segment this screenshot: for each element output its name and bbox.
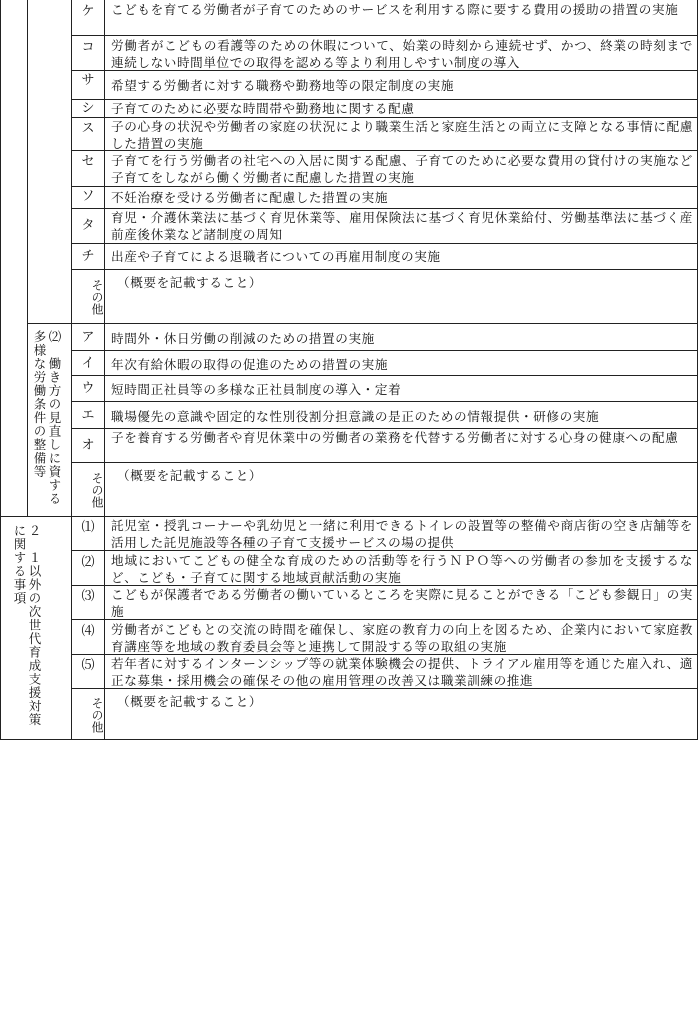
- item-text: 子の心身の状況や労働者の家庭の状況により職業生活と家庭生活との両立に支障となる事情に配慮した措置の実施: [111, 119, 693, 151]
- item-label: ⑷: [81, 624, 95, 639]
- other-label: その他: [90, 472, 104, 508]
- item-text: 時間外・休日労働の削減のための措置の実施: [111, 331, 375, 346]
- item-label: ウ: [81, 381, 95, 396]
- item-label: ス: [81, 121, 95, 136]
- row-divider: [71, 35, 698, 36]
- item-label: サ: [81, 73, 95, 88]
- row-divider: [71, 401, 698, 402]
- item-label: ケ: [81, 4, 95, 19]
- row-divider: [71, 350, 698, 351]
- item-text: 不妊治療を受ける労働者に配慮した措置の実施: [111, 190, 389, 205]
- row-divider: [71, 186, 698, 187]
- item-label: イ: [81, 356, 95, 371]
- other-label: その他: [90, 697, 104, 733]
- item-label: チ: [81, 249, 95, 264]
- item-text: 労働者がこどもとの交流の時間を確保し、家庭の教育力の向上を図るため、企業内において家庭教育講座等を地域の教育委員会等と連携して開設する等の取組の実施: [111, 622, 693, 654]
- item-label: セ: [81, 154, 95, 169]
- item-text: こどもを育てる労働者が子育てのためのサービスを利用する際に要する費用の援助の措置の実施: [111, 2, 679, 17]
- border-left-outer: [0, 0, 1, 740]
- table-bottom: [0, 739, 698, 740]
- item-label: タ: [81, 218, 95, 233]
- item-label: エ: [81, 408, 95, 423]
- item-label: シ: [81, 101, 95, 116]
- other-label: その他: [90, 279, 104, 315]
- row-divider: [71, 462, 698, 463]
- item-text: 出産や子育てによる退職者についての再雇用制度の実施: [111, 249, 441, 264]
- item-text: 子育てを行う労働者の社宅への入居に関する配慮、子育てのために必要な費用の貸付けの実施など子育てをしながら働く労働者に配慮した措置の実施: [111, 153, 693, 185]
- item-text: 希望する労働者に対する職務や勤務地等の限定制度の実施: [111, 78, 455, 93]
- item-label: ⑵: [81, 555, 95, 570]
- border-col2-left: [27, 0, 28, 517]
- item-text: こどもが保護者である労働者の働いているところを実際に見ることができる「こども参観日」の実施: [111, 587, 693, 619]
- other-note: （概要を記載すること）: [117, 468, 263, 483]
- item-text: 若年者に対するインターンシップ等の就業体験機会の提供、トライアル雇用等を通じた雇入れ、適正な募集・採用機会の確保その他の雇用管理の改善又は職業訓練の推進: [111, 656, 693, 688]
- section-divider: [27, 323, 698, 324]
- item-text: 労働者がこどもの看護等のための休暇について、始業の時刻から連続せず、かつ、終業の時刻まで連続しない時間単位での取得を認める等より利用しやすい制度の導入: [111, 38, 693, 70]
- item-text: 子育てのために必要な時間帯や勤務地に関する配慮: [111, 101, 415, 116]
- item-text: 職場優先の意識や固定的な性別役割分担意識の是正のための情報提供・研修の実施: [111, 409, 600, 424]
- border-label-right: [104, 0, 105, 740]
- row-divider: [71, 269, 698, 270]
- item-text: 地域においてこどもの健全な育成のための活動等を行うＮＰＯ等への労働者の参加を支援するなど、こども・子育てに関する地域貢献活動の実施: [111, 553, 693, 585]
- item-text: 託児室・授乳コーナーや乳幼児と一緒に利用できるトイレの設置等の整備や商店街の空き店舗等を活用した託児施設等各種の子育て支援サービスの場の提供: [111, 518, 693, 550]
- item-label: ⑴: [81, 520, 95, 535]
- item-text: 短時間正社員等の多様な正社員制度の導入・定着: [111, 382, 402, 397]
- row-divider: [71, 243, 698, 244]
- item-label: コ: [81, 40, 95, 55]
- subsection-title: ⑵ 働き方の見直しに資する多様な労働条件の整備等: [32, 330, 62, 506]
- item-label: ⑶: [81, 589, 95, 604]
- section-title: ２ １以外の次世代育成支援対策に関する事項: [12, 524, 42, 727]
- item-text: 子を養育する労働者や育児休業中の労働者の業務を代替する労働者に対する心身の健康への配慮: [111, 430, 679, 445]
- other-note: （概要を記載すること）: [117, 694, 263, 709]
- row-divider: [71, 375, 698, 376]
- other-note: （概要を記載すること）: [117, 275, 263, 290]
- item-text: 年次有給休暇の取得の促進のための措置の実施: [111, 357, 389, 372]
- item-label: オ: [81, 438, 95, 453]
- item-label: ソ: [81, 189, 95, 204]
- item-text: 育児・介護休業法に基づく育児休業等、雇用保険法に基づく育児休業給付、労働基準法に基づく産前産後休業など諸制度の周知: [111, 210, 693, 242]
- item-label: ⑸: [81, 658, 95, 673]
- item-label: ア: [81, 330, 95, 345]
